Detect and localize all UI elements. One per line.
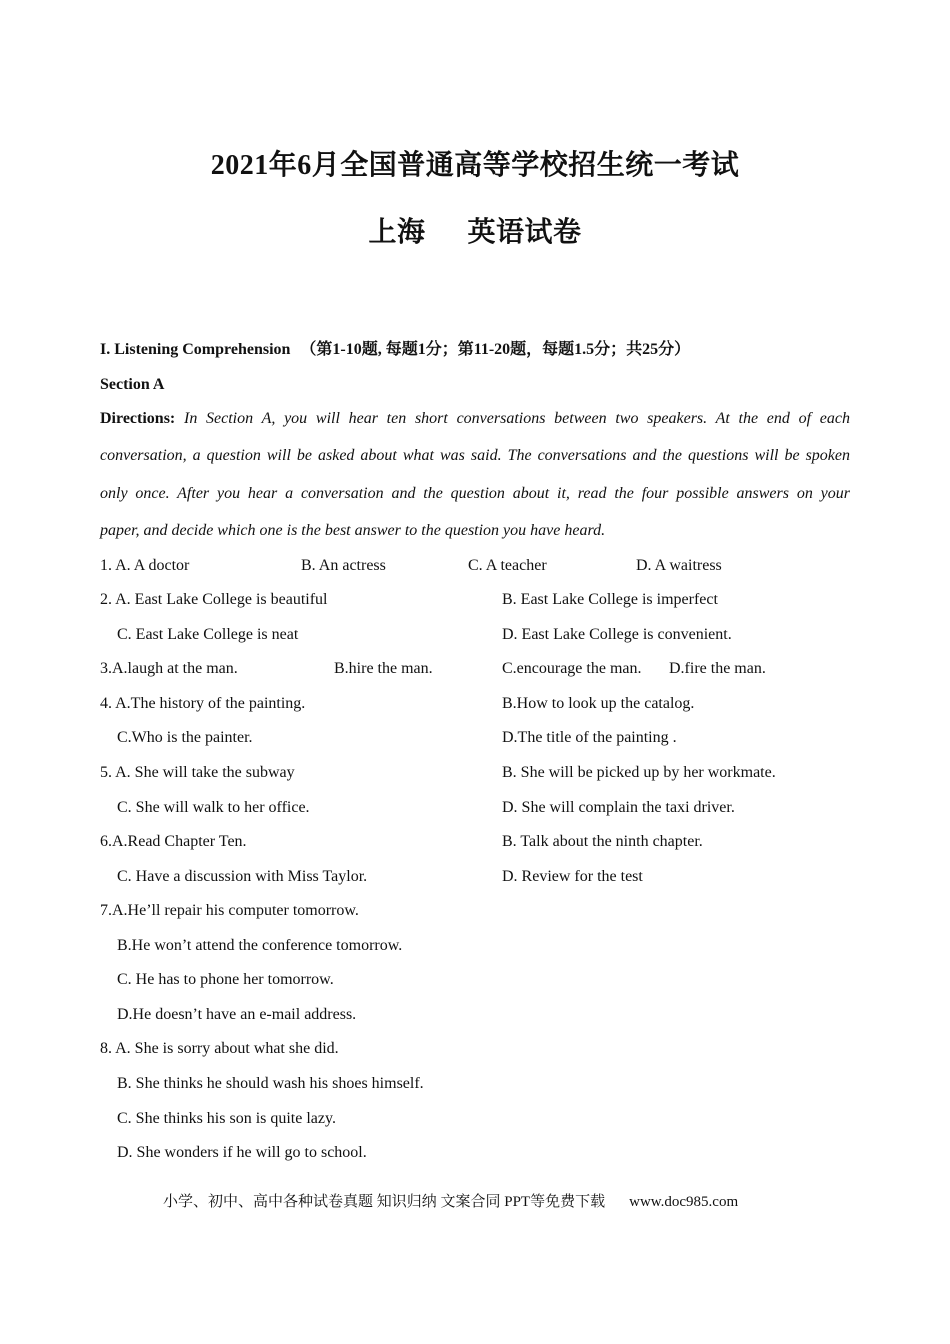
q2-option-b: B. East Lake College is imperfect: [502, 591, 718, 608]
q2-option-c: C. East Lake College is neat: [117, 626, 299, 643]
q6-option-d: D. Review for the test: [502, 868, 643, 885]
q3-option-a: 3.A.laugh at the man.: [100, 660, 238, 677]
part1-heading: I. Listening Comprehension: [100, 341, 291, 358]
part1-heading-line: [100, 340, 690, 360]
q8-option-d: D. She wonders if he will go to school.: [117, 1144, 367, 1161]
q5-option-d: D. She will complain the taxi driver.: [502, 799, 735, 816]
q3-option-c: C.encourage the man.: [502, 660, 642, 677]
q1-option-d: D. A waitress: [636, 557, 722, 574]
q7-option-b: B.He won’t attend the conference tomorrow.: [117, 937, 403, 954]
exam-region: 上海: [368, 217, 426, 248]
q6-option-a: 6.A.Read Chapter Ten.: [100, 833, 247, 850]
section-a-heading: Section A: [100, 376, 165, 393]
q4-option-d: D.The title of the painting .: [502, 729, 677, 746]
q4-option-b: B.How to look up the catalog.: [502, 695, 695, 712]
directions-line-1: [100, 409, 850, 429]
directions-line-3: only once. After you hear a conversation and the question about it, read the four possible answers on your: [100, 485, 850, 502]
q5-option-b: B. She will be picked up by her workmate.: [502, 764, 776, 781]
q4-option-a: 4. A.The history of the painting.: [100, 695, 306, 712]
exam-title: 2021年6月全国普通高等学校招生统一考试: [210, 150, 740, 181]
q6-option-c: C. Have a discussion with Miss Taylor.: [117, 868, 368, 885]
footer-site-link[interactable]: www.doc985.com: [629, 1194, 739, 1210]
q4-option-c: C.Who is the painter.: [117, 729, 253, 746]
q8-option-c: C. She thinks his son is quite lazy.: [117, 1110, 336, 1127]
q1-option-b: B. An actress: [301, 557, 386, 574]
directions-line-4: paper, and decide which one is the best answer to the question you have heard.: [100, 522, 606, 539]
q1-option-a: 1. A. A doctor: [100, 557, 190, 574]
directions-text-1: In Section A, you will hear ten short conversations between two speakers. At the end of each: [183, 410, 851, 427]
q5-option-a: 5. A. She will take the subway: [100, 764, 295, 781]
part1-scoring: （第1-10题, 每题1分；第11-20题，每题1.5分；共25分）: [300, 341, 691, 358]
directions-line-2: conversation, a question will be asked about what was said. The conversations and the questions will be spoken: [100, 447, 850, 464]
footer-text: 小学、初中、高中各种试卷真题 知识归纳 文案合同 PPT等免费下载: [163, 1194, 606, 1210]
q7-option-d: D.He doesn’t have an e-mail address.: [117, 1006, 357, 1023]
q8-option-b: B. She thinks he should wash his shoes himself.: [117, 1075, 424, 1092]
exam-subtitle: [0, 210, 950, 250]
page-footer: [163, 1190, 738, 1211]
q2-option-d: D. East Lake College is convenient.: [502, 626, 732, 643]
exam-subject: 英语试卷: [467, 217, 582, 248]
directions-label: Directions:: [100, 410, 176, 427]
q6-option-b: B. Talk about the ninth chapter.: [502, 833, 703, 850]
q3-option-b: B.hire the man.: [334, 660, 433, 677]
q8-option-a: 8. A. She is sorry about what she did.: [100, 1040, 339, 1057]
q2-option-a: 2. A. East Lake College is beautiful: [100, 591, 328, 608]
q7-option-c: C. He has to phone her tomorrow.: [117, 971, 334, 988]
q7-option-a: 7.A.He’ll repair his computer tomorrow.: [100, 902, 359, 919]
q1-option-c: C. A teacher: [468, 557, 547, 574]
q3-option-d: D.fire the man.: [669, 660, 766, 677]
q5-option-c: C. She will walk to her office.: [117, 799, 310, 816]
